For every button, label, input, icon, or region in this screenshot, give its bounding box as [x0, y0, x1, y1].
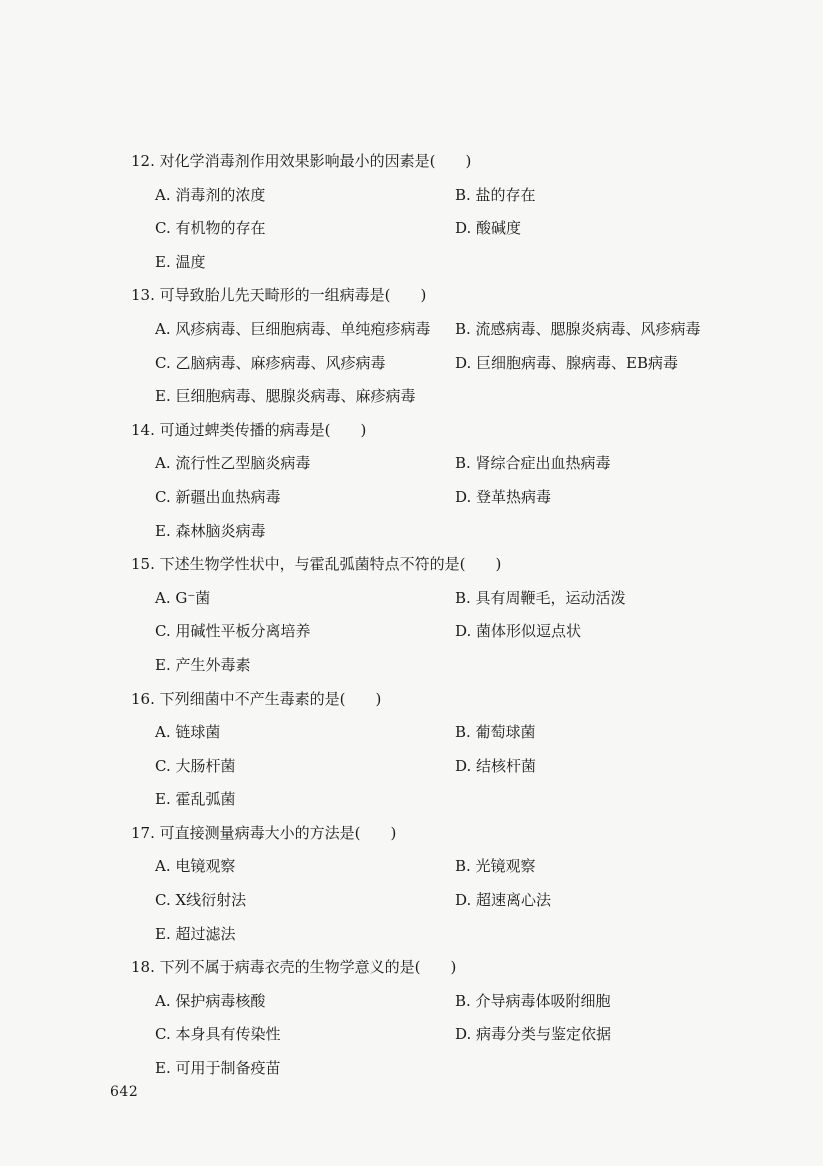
option-e: E. 霍乱弧菌 [155, 790, 236, 809]
option-d: D. 病毒分类与鉴定依据 [455, 1025, 612, 1044]
question-list [131, 145, 771, 1086]
option-c: C. X线衍射法 [155, 891, 247, 910]
option-a: A. 消毒剂的浓度 [155, 185, 266, 204]
option-e: E. 可用于制备疫苗 [155, 1059, 281, 1078]
option-grid [155, 313, 771, 414]
question-stem: 16. 下列细菌中不产生毒素的是( ) [131, 689, 382, 708]
question-14 [131, 414, 771, 548]
question-stem: 12. 对化学消毒剂作用效果影响最小的因素是( ) [131, 152, 472, 170]
option-c: C. 新疆出血热病毒 [155, 487, 281, 506]
question-12 [131, 145, 771, 279]
option-c: C. 本身具有传染性 [155, 1025, 281, 1044]
option-b: B. 介导病毒体吸附细胞 [455, 991, 611, 1010]
option-a: A. 风疹病毒、巨细胞病毒、单纯疱疹病毒 [155, 319, 431, 338]
option-d: D. 结核杆菌 [455, 756, 537, 775]
option-c: C. 用碱性平板分离培养 [155, 622, 311, 641]
option-a: A. G⁻菌 [155, 588, 211, 607]
option-grid [155, 582, 771, 683]
option-b: B. 具有周鞭毛，运动活泼 [455, 588, 626, 607]
option-b: B. 流感病毒、腮腺炎病毒、风疹病毒 [455, 319, 701, 338]
option-d: D. 登革热病毒 [455, 487, 552, 506]
option-d: D. 菌体形似逗点状 [455, 622, 582, 641]
option-a: A. 电镜观察 [155, 857, 236, 876]
option-d: D. 酸碱度 [455, 219, 522, 238]
option-b: B. 光镜观察 [455, 857, 536, 876]
option-b: B. 肾综合症出血热病毒 [455, 454, 611, 473]
question-17 [131, 817, 771, 951]
option-e: E. 森林脑炎病毒 [155, 521, 266, 540]
question-stem: 15. 下述生物学性状中，与霍乱弧菌特点不符的是( ) [131, 555, 502, 574]
option-c: C. 大肠杆菌 [155, 756, 236, 775]
question-stem: 17. 可直接测量病毒大小的方法是( ) [131, 823, 397, 842]
option-e: E. 巨细胞病毒、腮腺炎病毒、麻疹病毒 [155, 387, 416, 406]
option-a: A. 链球菌 [155, 723, 221, 742]
option-grid [155, 985, 771, 1086]
option-e: E. 产生外毒素 [155, 655, 251, 674]
option-grid [155, 179, 771, 280]
option-c: C. 乙脑病毒、麻疹病毒、风疹病毒 [155, 353, 386, 372]
option-grid [155, 850, 771, 951]
option-grid [155, 716, 771, 817]
question-stem: 18. 下列不属于病毒衣壳的生物学意义的是( ) [131, 958, 457, 977]
option-c: C. 有机物的存在 [155, 219, 266, 238]
option-e: E. 超过滤法 [155, 924, 236, 943]
option-a: A. 保护病毒核酸 [155, 991, 266, 1010]
question-13 [131, 279, 771, 413]
option-a: A. 流行性乙型脑炎病毒 [155, 454, 311, 473]
question-18 [131, 951, 771, 1085]
question-stem: 14. 可通过蜱类传播的病毒是( ) [131, 420, 367, 439]
option-b: B. 葡萄球菌 [455, 723, 536, 742]
option-d: D. 超速离心法 [455, 891, 552, 910]
question-stem: 13. 可导致胎儿先天畸形的一组病毒是( ) [131, 286, 427, 305]
option-e: E. 温度 [155, 252, 206, 271]
question-16 [131, 683, 771, 817]
option-d: D. 巨细胞病毒、腺病毒、EB病毒 [455, 353, 679, 372]
question-15 [131, 548, 771, 682]
option-grid [155, 447, 771, 548]
option-b: B. 盐的存在 [455, 185, 536, 204]
page-number: 642 [110, 1084, 139, 1100]
